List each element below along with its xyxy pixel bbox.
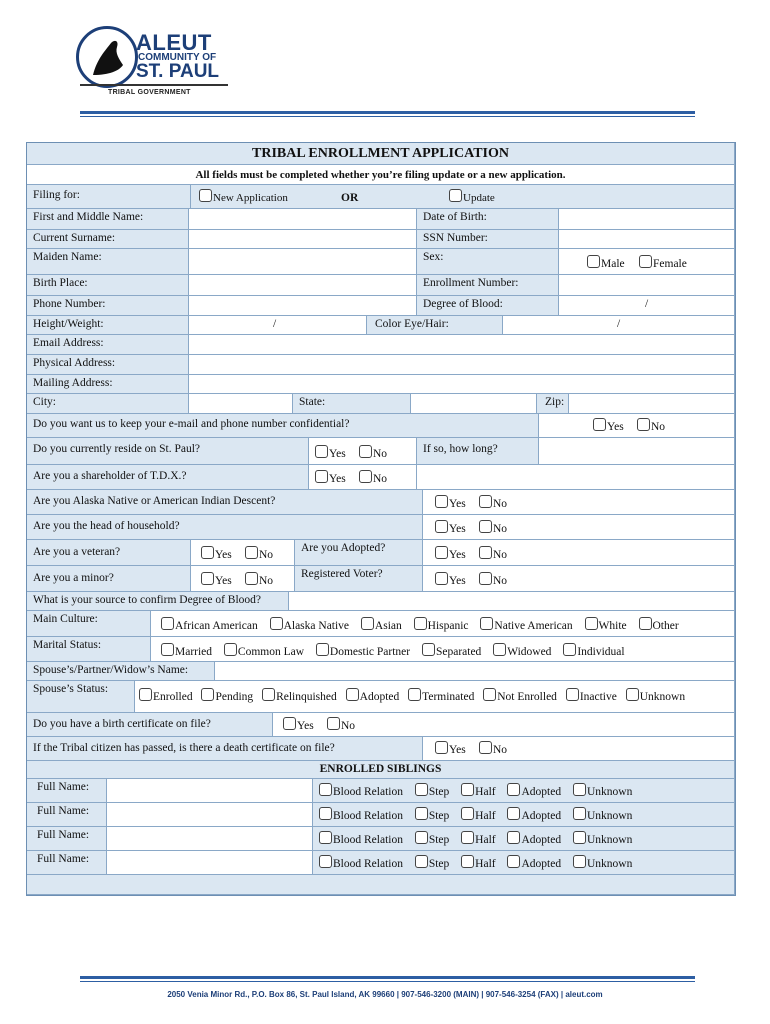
sibling-relation-option[interactable]: Adopted — [507, 783, 561, 799]
adopted-answer — [423, 540, 735, 566]
form-title: TRIBAL ENROLLMENT APPLICATION — [27, 143, 735, 165]
shareholder-answer — [309, 465, 417, 490]
culture-option[interactable]: Alaska Native — [270, 617, 349, 633]
sibling-relation-options — [313, 803, 735, 827]
marital-option[interactable]: Domestic Partner — [316, 643, 410, 659]
culture-option[interactable]: White — [585, 617, 627, 633]
death-cert-no[interactable]: No — [479, 741, 507, 757]
confidential-question: Do you want us to keep your e-mail and phone number confidential? — [27, 414, 539, 438]
sibling-relation-option[interactable]: Adopted — [507, 807, 561, 823]
footer-contact: 2050 Venia Minor Rd., P.O. Box 86, St. Paul Island, AK 99660 | 907-546-3200 (MAIN) | 907-546-3254 (FAX) | aleut.com — [167, 990, 603, 999]
marital-checkbox[interactable] — [422, 643, 435, 656]
sibling-name-field[interactable] — [107, 827, 313, 851]
minor-no-checkbox[interactable] — [245, 572, 258, 585]
adopted-yes-checkbox[interactable] — [435, 546, 448, 559]
minor-question: Are you a minor? — [27, 566, 191, 592]
first-middle-label: First and Middle Name: — [27, 209, 189, 230]
spouse-status-option[interactable]: Adopted — [346, 688, 400, 704]
enrollment-form — [26, 142, 736, 896]
maiden-label: Maiden Name: — [27, 249, 189, 275]
spouse-name-field[interactable] — [215, 662, 735, 681]
sibling-relation-checkbox[interactable] — [461, 855, 474, 868]
spouse-status-checkbox[interactable] — [408, 688, 421, 701]
sibling-relation-option[interactable]: Step — [415, 807, 449, 823]
shareholder-no-checkbox[interactable] — [359, 470, 372, 483]
sibling-relation-option[interactable]: Unknown — [573, 807, 632, 823]
logo-text-community: COMMUNITY OF — [138, 52, 217, 63]
sibling-name-label: Full Name: — [27, 851, 107, 875]
native-answer — [423, 490, 735, 515]
death-cert-answer — [423, 737, 735, 761]
header-rule — [80, 111, 695, 114]
shareholder-no[interactable]: No — [359, 470, 387, 486]
how-long-field[interactable] — [539, 438, 735, 465]
spouse-status-label: Spouse’s Status: — [27, 681, 135, 713]
sibling-relation-options — [313, 827, 735, 851]
marital-option[interactable]: Individual — [563, 643, 624, 659]
birth-place-field[interactable] — [189, 275, 417, 296]
reside-question: Do you currently reside on St. Paul? — [27, 438, 309, 465]
birth-cert-yes[interactable]: Yes — [283, 717, 314, 733]
culture-option[interactable]: Asian — [361, 617, 402, 633]
update-checkbox[interactable] — [449, 189, 462, 202]
sibling-relation-option[interactable]: Half — [461, 807, 495, 823]
culture-checkbox[interactable] — [361, 617, 374, 630]
culture-option[interactable]: Native American — [480, 617, 572, 633]
culture-option[interactable]: Other — [639, 617, 679, 633]
minor-yes-checkbox[interactable] — [201, 572, 214, 585]
or-label: OR — [341, 192, 359, 204]
marital-option[interactable]: Married — [161, 643, 212, 659]
header-rule-thin — [80, 116, 695, 117]
confidential-yes-checkbox[interactable] — [593, 418, 606, 431]
eye-hair-slash: / — [617, 318, 621, 330]
death-cert-no-checkbox[interactable] — [479, 741, 492, 754]
logo-text-st-paul: ST. PAUL — [136, 61, 220, 82]
culture-checkbox[interactable] — [639, 617, 652, 630]
sibling-relation-checkbox[interactable] — [507, 855, 520, 868]
birth-place-label: Birth Place: — [27, 275, 189, 296]
form-bottom-spacer — [27, 875, 735, 895]
state-label: State: — [293, 394, 411, 414]
culture-checkbox[interactable] — [585, 617, 598, 630]
marital-checkbox[interactable] — [316, 643, 329, 656]
zip-label: Zip: — [537, 394, 569, 414]
culture-checkbox[interactable] — [480, 617, 493, 630]
sibling-relation-checkbox[interactable] — [415, 855, 428, 868]
reside-yes-checkbox[interactable] — [315, 445, 328, 458]
confidential-no[interactable]: No — [637, 418, 665, 434]
shareholder-yes-checkbox[interactable] — [315, 470, 328, 483]
veteran-yes-checkbox[interactable] — [201, 546, 214, 559]
degree-blood-slash: / — [645, 298, 649, 310]
death-cert-yes[interactable]: Yes — [435, 741, 466, 757]
native-yes-checkbox[interactable] — [435, 495, 448, 508]
sibling-relation-checkbox[interactable] — [319, 855, 332, 868]
veteran-answer — [191, 540, 295, 566]
sibling-relation-option[interactable]: Unknown — [573, 783, 632, 799]
native-no[interactable]: No — [479, 495, 507, 511]
sibling-relation-option[interactable]: Blood Relation — [319, 831, 403, 847]
sibling-name-label: Full Name: — [27, 827, 107, 851]
reside-no[interactable]: No — [359, 445, 387, 461]
main-culture-label: Main Culture: — [27, 611, 151, 637]
dob-field[interactable] — [559, 209, 735, 230]
dob-label: Date of Birth: — [417, 209, 559, 230]
marital-option[interactable]: Widowed — [493, 643, 551, 659]
reside-answer — [309, 438, 417, 465]
marital-option[interactable]: Common Law — [224, 643, 304, 659]
sibling-name-label: Full Name: — [27, 803, 107, 827]
main-culture-options — [151, 611, 735, 637]
sibling-relation-checkbox[interactable] — [573, 831, 586, 844]
sibling-relation-option[interactable]: Half — [461, 783, 495, 799]
height-weight-field[interactable] — [189, 316, 367, 335]
male-checkbox[interactable] — [587, 255, 600, 268]
mailing-address-field[interactable] — [189, 375, 735, 394]
culture-option[interactable]: African American — [161, 617, 258, 633]
shareholder-spacer — [417, 465, 735, 490]
minor-answer — [191, 566, 295, 592]
spouse-status-checkbox[interactable] — [483, 688, 496, 701]
footer-rule-thin — [80, 981, 695, 982]
sibling-relation-checkbox[interactable] — [507, 783, 520, 796]
sibling-relation-checkbox[interactable] — [415, 807, 428, 820]
minor-no[interactable]: No — [245, 572, 273, 588]
sibling-relation-option[interactable]: Unknown — [573, 855, 632, 871]
native-yes[interactable]: Yes — [435, 495, 466, 511]
culture-option[interactable]: Hispanic — [414, 617, 469, 633]
degree-blood-label: Degree of Blood: — [417, 296, 559, 316]
logo-text-aleut: ALEUT — [136, 30, 212, 55]
birth-cert-answer — [273, 713, 735, 737]
marital-checkbox[interactable] — [224, 643, 237, 656]
birth-cert-no[interactable]: No — [327, 717, 355, 733]
sibling-relation-checkbox[interactable] — [507, 807, 520, 820]
sibling-relation-option[interactable]: Step — [415, 855, 449, 871]
spouse-status-option[interactable]: Not Enrolled — [483, 688, 557, 704]
head-yes-checkbox[interactable] — [435, 520, 448, 533]
sibling-name-field[interactable] — [107, 779, 313, 803]
ssn-field[interactable] — [559, 230, 735, 249]
spouse-name-label: Spouse’s/Partner/Widow’s Name: — [27, 662, 215, 681]
sibling-name-label: Full Name: — [27, 779, 107, 803]
death-cert-question: If the Tribal citizen has passed, is there a death certificate on file? — [27, 737, 423, 761]
logo-rule — [80, 84, 228, 86]
sibling-relation-checkbox[interactable] — [319, 831, 332, 844]
minor-yes[interactable]: Yes — [201, 572, 232, 588]
voter-yes[interactable]: Yes — [435, 572, 466, 588]
maiden-field[interactable] — [189, 249, 417, 275]
culture-checkbox[interactable] — [270, 617, 283, 630]
sibling-relation-options — [313, 851, 735, 875]
sibling-relation-checkbox[interactable] — [319, 783, 332, 796]
zip-field[interactable] — [569, 394, 735, 414]
spouse-status-option[interactable]: Inactive — [566, 688, 617, 704]
marital-checkbox[interactable] — [493, 643, 506, 656]
sibling-relation-checkbox[interactable] — [319, 807, 332, 820]
voter-question: Registered Voter? — [295, 566, 423, 592]
culture-checkbox[interactable] — [414, 617, 427, 630]
sibling-relation-checkbox[interactable] — [573, 783, 586, 796]
sex-label: Sex: — [417, 249, 559, 275]
female-checkbox[interactable] — [639, 255, 652, 268]
email-label: Email Address: — [27, 335, 189, 355]
marital-checkbox[interactable] — [161, 643, 174, 656]
voter-answer — [423, 566, 735, 592]
veteran-no-checkbox[interactable] — [245, 546, 258, 559]
spouse-status-options — [135, 681, 735, 713]
birth-cert-question: Do you have a birth certificate on file? — [27, 713, 273, 737]
shareholder-yes[interactable]: Yes — [315, 470, 346, 486]
sex-options — [559, 249, 735, 275]
update-option[interactable]: Update — [449, 189, 495, 205]
sibling-relation-checkbox[interactable] — [461, 807, 474, 820]
filing-for-options — [191, 185, 735, 209]
sibling-relation-option[interactable]: Unknown — [573, 831, 632, 847]
first-middle-field[interactable] — [189, 209, 417, 230]
source-question: What is your source to confirm Degree of Blood? — [27, 592, 289, 611]
marital-checkbox[interactable] — [563, 643, 576, 656]
spouse-status-checkbox[interactable] — [566, 688, 579, 701]
new-application-option[interactable]: New Application — [199, 189, 288, 205]
adopted-question: Are you Adopted? — [295, 540, 423, 566]
confidential-yes[interactable]: Yes — [593, 418, 624, 434]
height-weight-slash: / — [273, 318, 277, 330]
eye-hair-field[interactable] — [503, 316, 735, 335]
sibling-relation-option[interactable]: Half — [461, 831, 495, 847]
sibling-relation-options — [313, 779, 735, 803]
physical-address-label: Physical Address: — [27, 355, 189, 375]
adopted-no-checkbox[interactable] — [479, 546, 492, 559]
voter-no-checkbox[interactable] — [479, 572, 492, 585]
veteran-yes[interactable]: Yes — [201, 546, 232, 562]
head-no[interactable]: No — [479, 520, 507, 536]
marital-status-options — [151, 637, 735, 662]
spouse-status-option[interactable]: Relinquished — [262, 688, 337, 704]
head-yes[interactable]: Yes — [435, 520, 466, 536]
enrollment-number-field[interactable] — [559, 275, 735, 296]
spouse-status-checkbox[interactable] — [626, 688, 639, 701]
sibling-relation-checkbox[interactable] — [461, 783, 474, 796]
head-answer — [423, 515, 735, 540]
culture-checkbox[interactable] — [161, 617, 174, 630]
voter-yes-checkbox[interactable] — [435, 572, 448, 585]
email-field[interactable] — [189, 335, 735, 355]
sibling-relation-option[interactable]: Adopted — [507, 831, 561, 847]
enrollment-number-label: Enrollment Number: — [417, 275, 559, 296]
marital-option[interactable]: Separated — [422, 643, 481, 659]
surname-label: Current Surname: — [27, 230, 189, 249]
head-no-checkbox[interactable] — [479, 520, 492, 533]
sibling-relation-checkbox[interactable] — [573, 855, 586, 868]
city-label: City: — [27, 394, 189, 414]
male-option[interactable]: Male — [587, 255, 625, 271]
spouse-status-checkbox[interactable] — [201, 688, 214, 701]
eye-hair-label: Color Eye/Hair: — [367, 316, 503, 335]
veteran-question: Are you a veteran? — [27, 540, 191, 566]
new-application-checkbox[interactable] — [199, 189, 212, 202]
spouse-status-option[interactable]: Unknown — [626, 688, 685, 704]
height-weight-label: Height/Weight: — [27, 316, 189, 335]
birth-cert-yes-checkbox[interactable] — [283, 717, 296, 730]
state-field[interactable] — [411, 394, 537, 414]
sibling-relation-option[interactable]: Adopted — [507, 855, 561, 871]
sibling-relation-option[interactable]: Blood Relation — [319, 855, 403, 871]
logo-text-tribal-government: TRIBAL GOVERNMENT — [108, 89, 191, 96]
reside-yes[interactable]: Yes — [315, 445, 346, 461]
city-field[interactable] — [189, 394, 293, 414]
ssn-label: SSN Number: — [417, 230, 559, 249]
source-field[interactable] — [289, 592, 735, 611]
sibling-relation-option[interactable]: Blood Relation — [319, 783, 403, 799]
sibling-relation-checkbox[interactable] — [415, 831, 428, 844]
sibling-relation-checkbox[interactable] — [415, 783, 428, 796]
sibling-name-field[interactable] — [107, 851, 313, 875]
sibling-relation-option[interactable]: Half — [461, 855, 495, 871]
surname-field[interactable] — [189, 230, 417, 249]
phone-field[interactable] — [189, 296, 417, 316]
veteran-no[interactable]: No — [245, 546, 273, 562]
physical-address-field[interactable] — [189, 355, 735, 375]
sibling-relation-option[interactable]: Blood Relation — [319, 807, 403, 823]
head-question: Are you the head of household? — [27, 515, 423, 540]
sibling-relation-checkbox[interactable] — [573, 807, 586, 820]
how-long-label: If so, how long? — [417, 438, 539, 465]
filing-for-label: Filing for: — [27, 185, 191, 209]
sibling-relation-checkbox[interactable] — [507, 831, 520, 844]
native-no-checkbox[interactable] — [479, 495, 492, 508]
logo-seal-icon — [76, 26, 138, 88]
native-question: Are you Alaska Native or American Indian Descent? — [27, 490, 423, 515]
footer-rule — [80, 976, 695, 979]
spouse-status-option[interactable]: Pending — [201, 688, 253, 704]
sibling-relation-option[interactable]: Step — [415, 783, 449, 799]
spouse-status-checkbox[interactable] — [262, 688, 275, 701]
death-cert-yes-checkbox[interactable] — [435, 741, 448, 754]
spouse-status-checkbox[interactable] — [346, 688, 359, 701]
spouse-status-option[interactable]: Terminated — [408, 688, 474, 704]
voter-no[interactable]: No — [479, 572, 507, 588]
confidential-answer — [539, 414, 735, 438]
phone-label: Phone Number: — [27, 296, 189, 316]
female-option[interactable]: Female — [639, 255, 687, 271]
spouse-status-option[interactable]: Enrolled — [139, 688, 193, 704]
reside-no-checkbox[interactable] — [359, 445, 372, 458]
mailing-address-label: Mailing Address: — [27, 375, 189, 394]
adopted-yes[interactable]: Yes — [435, 546, 466, 562]
degree-blood-field[interactable] — [559, 296, 735, 316]
spouse-status-checkbox[interactable] — [139, 688, 152, 701]
confidential-no-checkbox[interactable] — [637, 418, 650, 431]
form-subtitle: All fields must be completed whether you’re filing update or a new application. — [27, 165, 735, 185]
shareholder-question: Are you a shareholder of T.D.X.? — [27, 465, 309, 490]
sibling-name-field[interactable] — [107, 803, 313, 827]
sibling-relation-checkbox[interactable] — [461, 831, 474, 844]
sibling-relation-option[interactable]: Step — [415, 831, 449, 847]
marital-status-label: Marital Status: — [27, 637, 151, 662]
adopted-no[interactable]: No — [479, 546, 507, 562]
siblings-title: ENROLLED SIBLINGS — [27, 761, 735, 779]
birth-cert-no-checkbox[interactable] — [327, 717, 340, 730]
